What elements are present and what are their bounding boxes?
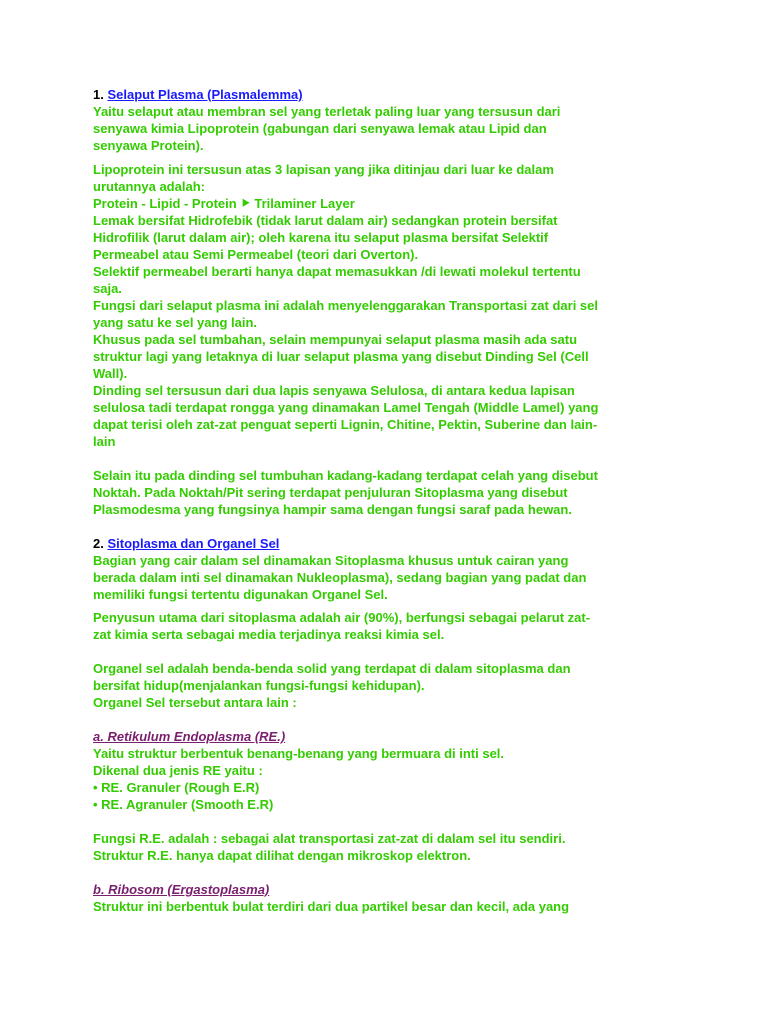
subsection-b-paragraph-1: Struktur ini berbentuk bulat terdiri dari dua partikel besar dan kecil, ada yang (93, 899, 570, 914)
section-1-paragraph-2: Lipoprotein ini tersusun atas 3 lapisan yang jika ditinjau dari luar ke dalam urutannya adalah: Protein - Lipid - Protein ⯈ Trilaminer Layer Lemak bersifat Hidrofebik (tidak larut dalam air) sedangkan protein bersifat Hidrofilik (larut dalam air); oleh karena itu selaput plasma bersifat Selektif Permeabel atau Semi Permeabel (teori dari Overton). Selektif permeabel berarti hanya dapat memasukkan /di lewati molekul tertentu saja. Fungsi dari selaput plasma ini adalah menyelenggarakan Transportasi zat dari sel yang satu ke sel yang lain. Khusus pada sel tumbahan, selain mempunyai selaput plasma masih ada satu struktur lagi yang letaknya di luar selaput plasma yang disebut Dinding Sel (Cell Wall). Dinding sel tersusun dari dua lapis senyawa Selulosa, di antara kedua lapisan selulosa tadi terdapat rongga yang dinamakan Lamel Tengah (Middle Lamel) yang dapat terisi oleh zat-zat penguat seperti Lignin, Chitine, Pektin, Suberine dan lain- lain (93, 162, 599, 449)
subsection-a-paragraph-1: Yaitu struktur berbentuk benang-benang yang bermuara di inti sel. Dikenal dua jenis RE yaitu : • RE. Granuler (Rough E.R) • RE. Agranuler (Smooth E.R) (93, 746, 505, 812)
section-2-heading (93, 535, 683, 552)
document-page (93, 86, 683, 915)
section-1-paragraph-1: Yaitu selaput atau membran sel yang terletak paling luar yang tersusun dari senyawa kimia Lipoprotein (gabungan dari senyawa lemak atau Lipid dan senyawa Protein). (93, 104, 561, 153)
section-1-paragraph-3: Selain itu pada dinding sel tumbuhan kadang-kadang terdapat celah yang disebut Noktah. Pada Noktah/Pit sering terdapat penjuluran Sitoplasma yang disebut Plasmodesma yang fungsinya hampir sama dengan fungsi saraf pada hewan. (93, 468, 598, 517)
section-2-number: 2. (93, 536, 104, 551)
section-2-title-link[interactable]: Sitoplasma dan Organel Sel (107, 536, 280, 551)
section-2-paragraph-1: Bagian yang cair dalam sel dinamakan Sitoplasma khusus untuk cairan yang berada dalam inti sel dinamakan Nukleoplasma), sedang bagian yang padat dan memiliki fungsi tertentu digunakan Organel Sel. (93, 553, 587, 602)
subsection-b-title-link[interactable]: b. Ribosom (Ergastoplasma) (93, 882, 270, 897)
subsection-a-title-link[interactable]: a. Retikulum Endoplasma (RE.) (93, 729, 286, 744)
subsection-a-paragraph-2: Fungsi R.E. adalah : sebagai alat transportasi zat-zat di dalam sel itu sendiri. Struktur R.E. hanya dapat dilihat dengan mikroskop elektron. (93, 831, 566, 863)
section-1-heading (93, 86, 683, 103)
section-2-paragraph-2: Penyusun utama dari sitoplasma adalah air (90%), berfungsi sebagai pelarut zat- zat kimia serta sebagai media terjadinya reaksi kimia sel. (93, 610, 591, 642)
section-2-paragraph-3: Organel sel adalah benda-benda solid yang terdapat di dalam sitoplasma dan bersifat hidup(menjalankan fungsi-fungsi kehidupan). Organel Sel tersebut antara lain : (93, 661, 571, 710)
section-1-number: 1. (93, 87, 104, 102)
section-1-title-link[interactable]: Selaput Plasma (Plasmalemma) (107, 87, 303, 102)
